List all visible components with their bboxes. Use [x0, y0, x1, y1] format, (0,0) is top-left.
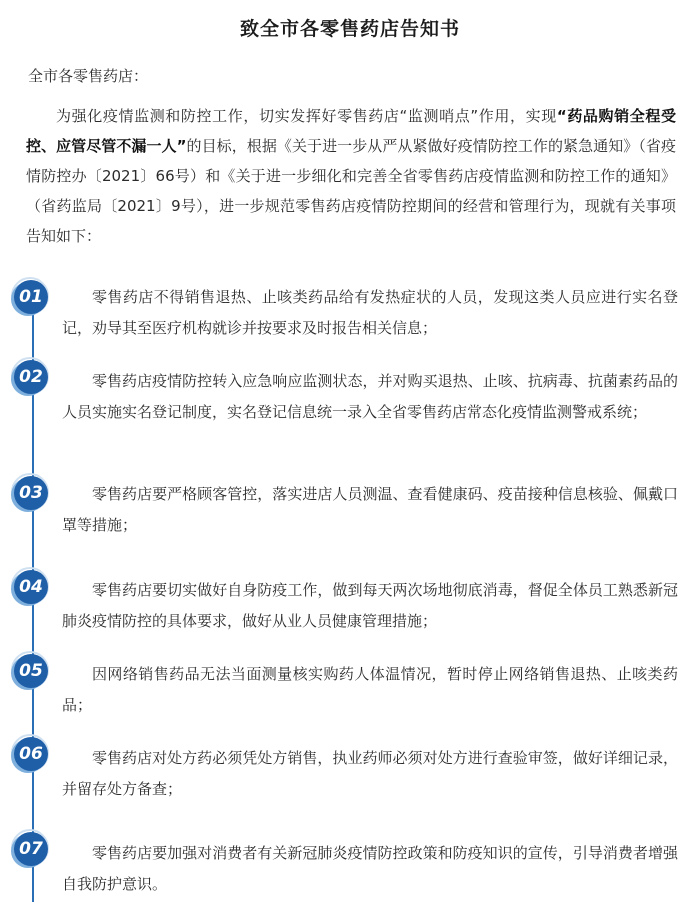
item-text: 零售药店要切实做好自身防疫工作，做到每天两次场地彻底消毒，督促全体员工熟悉新冠肺炎疫情防控的具体要求，做好从业人员健康管理措施； [62, 581, 678, 630]
item-text: 零售药店对处方药必须凭处方销售，执业药师必须对处方进行查验审签，做好详细记录，并留存处方备查； [62, 749, 678, 798]
intro-text-start: 为强化疫情监测和防控工作，切实发挥好零售药店“监测哨点”作用，实现 [56, 107, 557, 125]
item-text: 零售药店疫情防控转入应急响应监测状态，并对购买退热、止咳、抗病毒、抗菌素药品的人员实施实名登记制度，实名登记信息统一录入全省零售药店常态化疫情监测警戒系统； [62, 372, 678, 421]
intro-paragraph [26, 101, 676, 251]
item-number-badge: 04 [14, 570, 48, 604]
item-text: 因网络销售药品无法当面测量核实购药人体温情况，暂时停止网络销售退热、止咳类药品； [62, 665, 678, 714]
item-number-badge: 01 [14, 280, 48, 314]
item-text: 零售药店要严格顾客管控，落实进店人员测温、查看健康码、疫苗接种信息核验、佩戴口罩等措施； [62, 485, 678, 534]
intro-bold-goal: “药品购销全程受控、应管尽管不漏一人” [26, 107, 677, 155]
salutation: 全市各零售药店： [28, 67, 149, 85]
item-number-badge: 03 [14, 476, 48, 510]
document-title: 致全市各零售药店告知书 [239, 18, 460, 40]
item-number-badge: 07 [14, 832, 48, 866]
item-number-badge: 02 [14, 360, 48, 394]
item-number-badge: 06 [14, 737, 48, 771]
item-number-badge: 05 [14, 654, 48, 688]
item-text: 零售药店不得销售退热、止咳类药品给有发热症状的人员，发现这类人员应进行实名登记，劝导其至医疗机构就诊并按要求及时报告相关信息； [62, 288, 678, 337]
item-text: 零售药店要加强对消费者有关新冠肺炎疫情防控政策和防疫知识的宣传，引导消费者增强自我防护意识。 [62, 844, 678, 893]
intro-text-end: 的目标，根据《关于进一步从严从紧做好疫情防控工作的紧急通知》（省疫情防控办〔2021〕66号）和《关于进一步细化和完善全省零售药店疫情监测和防控工作的通知》（省药监局〔2021〕9号），进一步规范零售药店疫情防控期间的经营和管理行为，现就有关事项告知如下： [26, 137, 676, 245]
